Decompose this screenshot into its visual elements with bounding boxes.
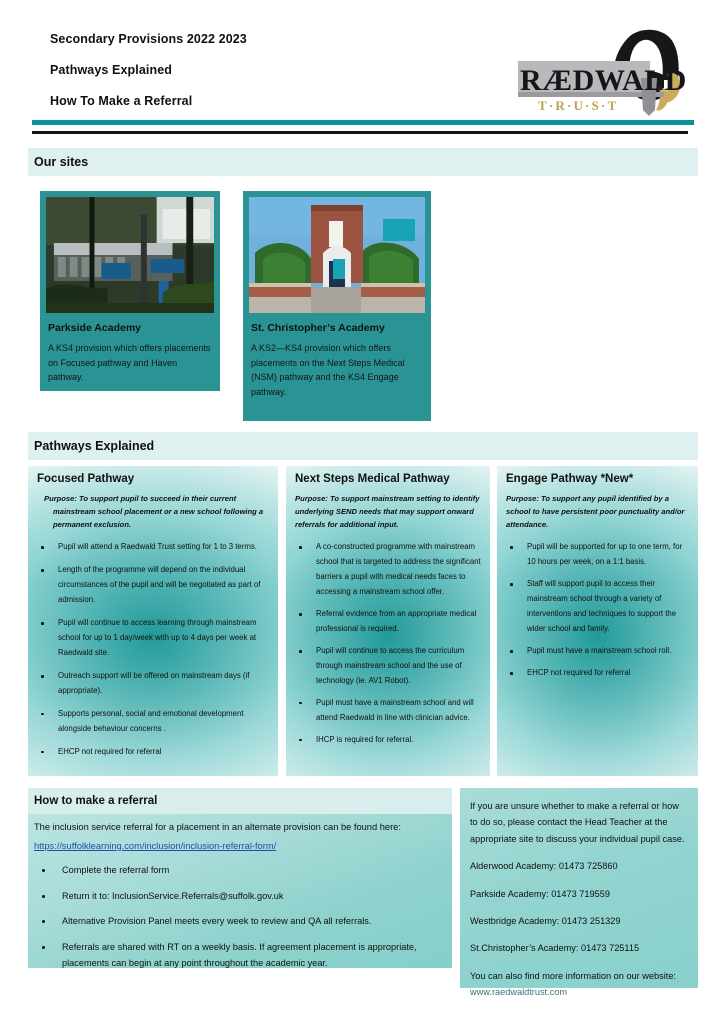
referral-title: How to make a referral [34,795,158,807]
our-sites-title: Our sites [34,155,89,169]
page-title: Secondary Provisions 2022 2023 [50,32,247,46]
pathway-title-next-steps-medical: Next Steps Medical Pathway [295,473,450,485]
header-title-block [50,32,247,125]
site-name-st-christophers: St. Christopher’s Academy [251,322,385,334]
list-item: Alternative Provision Panel meets every week to review and QA all referrals. [34,914,446,930]
pathway-column-focused [28,466,278,776]
list-item: Pupil will continue to access the curriculum through mainstream school and the use of technology (ie. AV1 Robot). [295,644,481,689]
site-card-parkside [40,191,220,391]
list-item: Outreach support will be offered on mainstream days (if appropriate). [37,669,269,699]
site-description-parkside: A KS4 provision which offers placements on Focused pathway and Haven pathway. [48,343,211,383]
contact-westbridge: Westbridge Academy: 01473 251329 [470,915,621,926]
header-subtitle-pathways: Pathways Explained [50,63,172,77]
list-item: A co-constructed programme with mainstream school that is targeted to address the significant barriers a pupil with medical needs faces to accessing a mainstream school offer. [295,540,481,600]
contact-st-christophers: St.Christopher’s Academy: 01473 725115 [470,943,640,954]
site-photo-st-christophers [249,197,425,313]
site-photo-parkside [46,197,214,313]
list-item: Referrals are shared with RT on a weekly basis. If agreement placement is appropriate, placements can begin at any point throughout the academic year. [34,940,446,972]
list-item: EHCP not required for referral [506,666,689,681]
referral-steps-list [34,863,446,972]
list-item: Return it to: InclusionService.Referrals@suffolk.gov.uk [34,889,446,905]
pathway-title-focused: Focused Pathway [37,473,135,485]
pathways-band [28,432,698,460]
how-to-make-a-referral-box [28,788,452,968]
contact-alderwood: Alderwood Academy: 01473 725860 [470,861,618,872]
pathway-column-next-steps-medical [286,466,490,776]
contact-parkside: Parkside Academy: 01473 719559 [470,888,610,899]
list-item: Pupil will be supported for up to one term, for 10 hours per week, on a 1:1 basis. [506,540,689,570]
list-item: Length of the programme will depend on the individual circumstances of the pupil and will be negotiated as part of admission. [37,563,269,608]
pathway-purpose-focused: Purpose: To support pupil to succeed in their current mainstream school placement or a new school following a permanent exclusion. [44,494,264,530]
referral-intro: The inclusion service referral for a placement in an alternate provision can be found here: [34,822,401,832]
pathway-bullets-engage [506,540,689,681]
website-prefix: You can also find more information on our website: [470,970,676,981]
pathway-title-engage: Engage Pathway *New* [506,473,634,485]
list-item: Complete the referral form [34,863,446,879]
header-rule-teal [32,120,694,125]
list-item: Supports personal, social and emotional development alongside behaviour concerns . [37,707,269,737]
svg-text:T·R·U·S·T: T·R·U·S·T [538,98,619,113]
header-subtitle-referral: How To Make a Referral [50,94,193,108]
site-description-st-christophers: A KS2—KS4 provision which offers placements on the Next Steps Medical (NSM) pathway and the KS4 Engage pathway. [251,343,405,397]
website-link[interactable]: www.raedwaldtrust.com [470,987,568,997]
contact-intro: If you are unsure whether to make a referral or how to do so, please contact the Head Teacher at the appropriate site to discuss your individual pupil case. [470,801,685,844]
pathway-purpose-next-steps-medical: Purpose: To support mainstream setting to identify underlying SEND needs that may support onward referrals for additional input. [295,494,480,530]
svg-text:RÆDWALD: RÆDWALD [520,64,687,97]
list-item: Pupil will attend a Raedwald Trust setting for 1 to 3 terms. [37,540,269,555]
site-name-parkside: Parkside Academy [48,322,141,334]
pathway-purpose-engage: Purpose: To support any pupil identified by a school to have persistent poor punctuality and/or attendance. [506,494,685,530]
document-header [28,26,698,126]
list-item: Pupil will continue to access learning through mainstream school for up to 1 day/week with up to 4 days per week at Raedwald site. [37,616,269,661]
raedwald-trust-logo [510,26,698,122]
list-item: Pupil must have a mainstream school and will attend Raedwald in line with clinician advice. [295,696,481,726]
pathway-bullets-focused [37,540,269,760]
list-item: Referral evidence from an appropriate medical professional is required. [295,607,481,637]
list-item: IHCP is required for referral. [295,733,481,748]
our-sites-band [28,148,698,176]
pathway-bullets-next-steps-medical [295,540,481,748]
website-line [470,968,688,1001]
site-card-st-christophers [243,191,431,421]
list-item: EHCP not required for referral [37,745,269,760]
list-item: Pupil must have a mainstream school roll. [506,644,689,659]
header-rule-black [32,131,688,134]
referral-form-link[interactable]: https://suffolklearning.com/inclusion/inclusion-referral-form/ [34,840,277,851]
list-item: Staff will support pupil to access their mainstream school through a variety of interventions and techniques to support the wider school and family. [506,577,689,637]
pathway-column-engage [497,466,698,776]
referral-title-band [28,788,452,814]
pathways-title: Pathways Explained [34,439,155,453]
contact-information-box [460,788,698,997]
